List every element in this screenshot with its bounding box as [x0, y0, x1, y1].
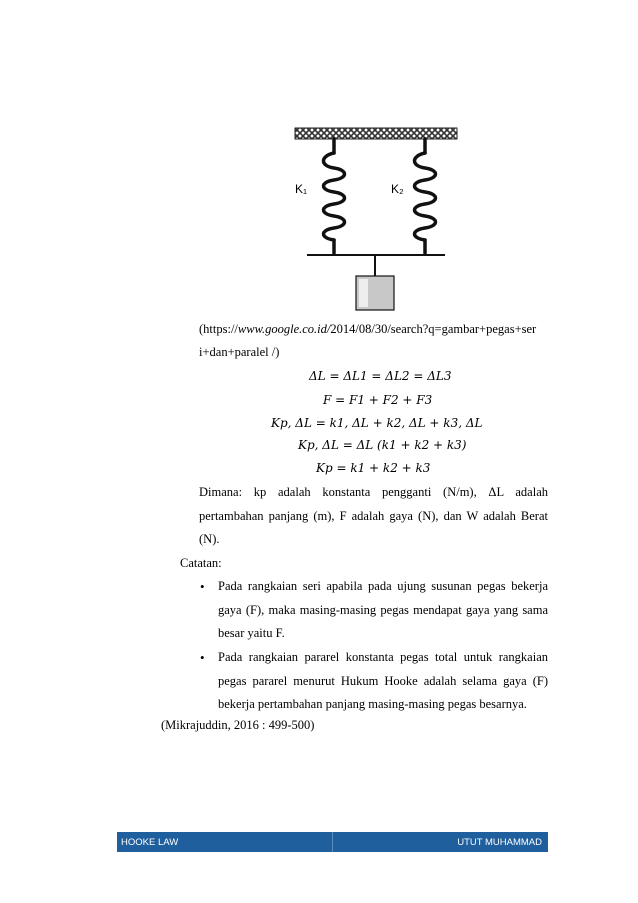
- page-footer: [117, 832, 548, 852]
- equation-4: Kp, ΔL = ΔL (k1 + k2 + k3): [298, 438, 467, 452]
- equation-5: Kp = k1 + k2 + k3: [316, 461, 431, 475]
- spring-label-k2: K₂: [391, 182, 404, 196]
- source-url-domain: www.google.co.id/: [237, 322, 331, 336]
- bullet-2-line-2: pegas pararel menurut Hukum Hooke adalah selama gaya (F): [218, 674, 548, 688]
- note-heading: Catatan:: [180, 556, 222, 570]
- spring-k1: [324, 139, 345, 253]
- equation-2: F = F1 + F2 + F3: [323, 393, 433, 407]
- bullet-1-line-1: Pada rangkaian seri apabila pada ujung susunan pegas bekerja: [218, 579, 548, 593]
- spring-k2: [415, 139, 436, 253]
- bullet-dot-1: •: [200, 579, 205, 594]
- definition-line-3: (N).: [199, 532, 220, 546]
- footer-author: UTUT MUHAMMAD: [457, 837, 542, 848]
- footer-divider: [332, 832, 333, 852]
- source-url-line-1: [199, 322, 536, 337]
- footer-title: HOOKE LAW: [121, 837, 179, 848]
- citation: (Mikrajuddin, 2016 : 499-500): [161, 718, 315, 732]
- source-url-line-2: i+dan+paralel /): [199, 345, 280, 359]
- definition-line-1: Dimana: kp adalah konstanta pengganti (N/m), ΔL adalah: [199, 485, 548, 499]
- bullet-dot-2: •: [200, 650, 205, 665]
- spring-label-k1: K₁: [295, 182, 308, 196]
- equation-3: Kp, ΔL = k1, ΔL + k2, ΔL + k3, ΔL: [271, 416, 483, 430]
- source-url-path: 2014/08/30/search?q=gambar+pegas+ser: [330, 322, 537, 336]
- source-url-prefix: (https://: [199, 322, 238, 336]
- bullet-1-line-2: gaya (F), maka masing-masing pegas mendapat gaya yang sama: [218, 603, 548, 617]
- bullet-2-line-3: bekerja pertambahan panjang masing-masing pegas besarnya.: [218, 697, 527, 711]
- equation-1: ΔL = ΔL1 = ΔL2 = ΔL3: [309, 369, 452, 383]
- bullet-1-line-3: besar yaitu F.: [218, 626, 285, 640]
- ceiling-support: [295, 128, 457, 139]
- bullet-2-line-1: Pada rangkaian pararel konstanta pegas total untuk rangkaian: [218, 650, 548, 664]
- parallel-springs-figure: [285, 118, 465, 318]
- definition-line-2: pertambahan panjang (m), F adalah gaya (N), dan W adalah Berat: [199, 509, 548, 523]
